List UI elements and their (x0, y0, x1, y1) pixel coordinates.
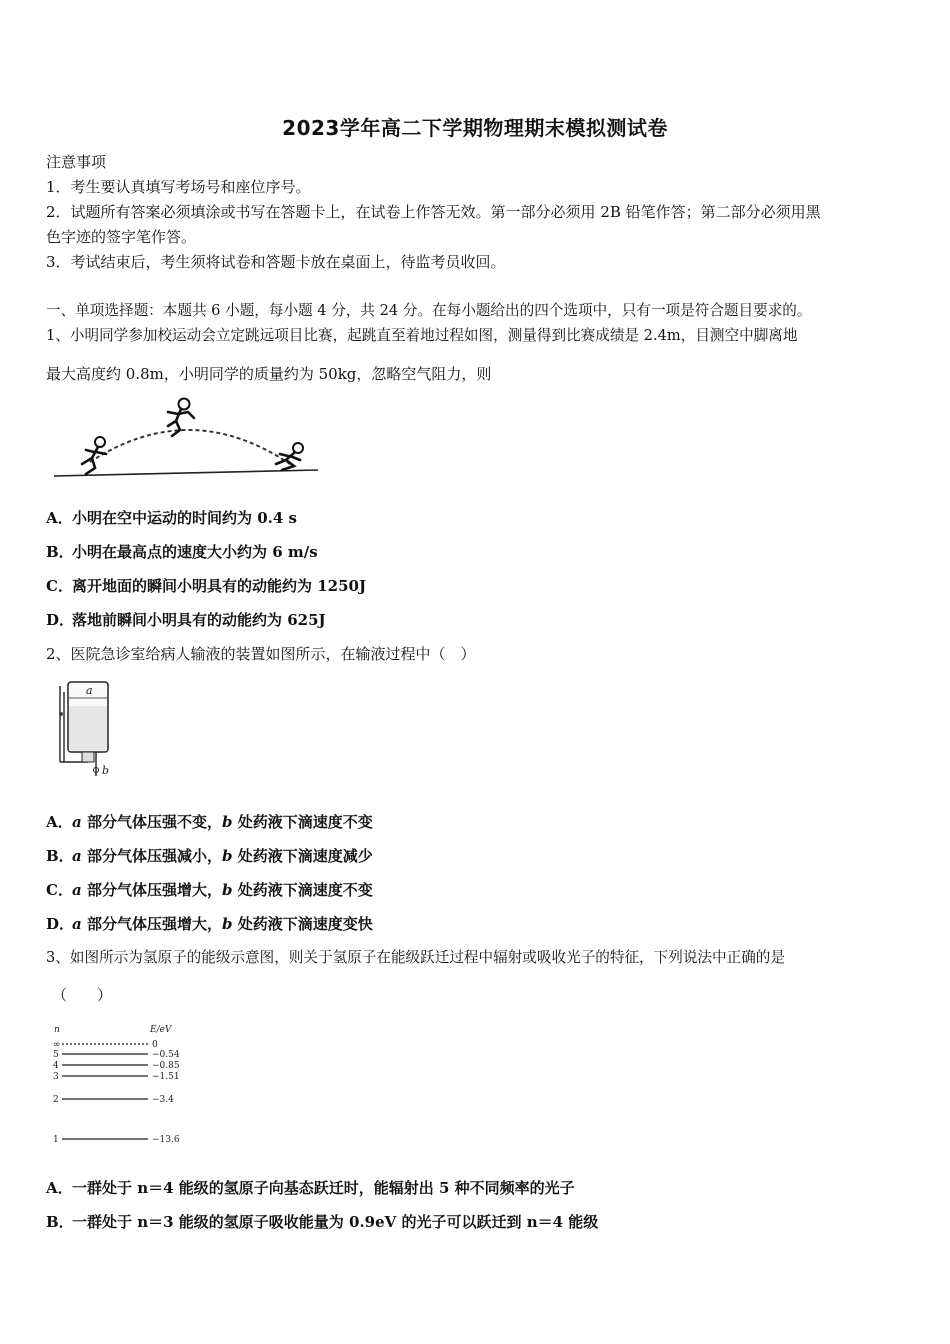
e-axis-label: E/eV (150, 1025, 172, 1035)
q1-stem-line2: 最大高度约 0.8m，小明同学的质量约为 50kg，忽略空气阻力，则 (46, 365, 492, 383)
level-n-label: 5 (53, 1050, 59, 1060)
q2-option-d[interactable] (46, 914, 373, 934)
var-b: b (221, 915, 233, 933)
q3-stem-line1: 3、如图所示为氢原子的能级示意图，则关于氢原子在能级跃迁过程中辐射或吸收光子的特征，下列说法中正确的是 (46, 949, 785, 966)
notice-item-2: 2．试题所有答案必须填涂或书写在答题卡上，在试卷上作答无效。第一部分必须用 2B 铅笔作答；第二部分必须用黑 (46, 203, 821, 221)
option-label: B． (46, 543, 74, 561)
level-n-label: ∞ (53, 1040, 61, 1050)
var-b: b (221, 813, 233, 831)
option-text: 小明在最高点的速度大小约为 6 m/s (72, 543, 318, 561)
q1-option-b[interactable] (46, 542, 318, 562)
var-a: a (72, 847, 82, 865)
level-energy-label: −13.6 (152, 1135, 180, 1145)
level-n-label: 2 (53, 1095, 59, 1105)
option-label: C． (46, 881, 73, 899)
option-text: 部分气体压强不变， (81, 813, 222, 831)
label-b: b (102, 764, 110, 777)
level-energy-label: −3.4 (152, 1095, 174, 1105)
q2-option-b[interactable] (46, 846, 373, 866)
var-a: a (72, 813, 82, 831)
q3-option-a[interactable] (46, 1178, 575, 1198)
option-text: 一群处于 n＝4 能级的氢原子向基态跃迁时，能辐射出 5 种不同频率的光子 (72, 1179, 575, 1197)
option-text: 部分气体压强增大， (81, 915, 222, 933)
option-text: 小明在空中运动的时间约为 0.4 s (72, 509, 297, 527)
q2-option-c[interactable] (46, 880, 373, 900)
section-heading: 一、单项选择题：本题共 6 小题，每小题 4 分，共 24 分。在每小题给出的四个选项中，只有一项是符合题目要求的。 (46, 302, 812, 319)
page-title: 2023学年高二下学期物理期末模拟测试卷 (282, 116, 668, 140)
var-a: a (72, 915, 82, 933)
option-text: 落地前瞬间小明具有的动能约为 625J (72, 611, 326, 629)
option-text: 部分气体压强增大， (81, 881, 222, 899)
q1-stem-line1: 1、小明同学参加校运动会立定跳远项目比赛，起跳直至着地过程如图，测量得到比赛成绩是 2.4m，目测空中脚离地 (46, 327, 798, 344)
infusion-bottle-figure (52, 676, 118, 780)
option-label: B． (46, 847, 74, 865)
q2-stem: 2、医院急诊室给病人输液的装置如图所示，在输液过程中（ ） (46, 645, 476, 663)
q1-option-d[interactable] (46, 610, 326, 630)
level-n-label: 3 (53, 1072, 59, 1082)
option-label: D． (46, 915, 75, 933)
option-label: A． (46, 813, 73, 831)
label-a: a (86, 684, 93, 697)
long-jump-figure (50, 392, 320, 484)
notice-item-2-cont: 色字迹的签字笔作答。 (46, 228, 197, 246)
option-text: 处药液下滴速度变快 (232, 915, 373, 933)
level-energy-label: 0 (152, 1040, 158, 1050)
notice-item-1: 1．考生要认真填写考场号和座位序号。 (46, 178, 311, 196)
n-axis-label: n (54, 1025, 60, 1035)
option-label: B． (46, 1213, 74, 1231)
q1-option-a[interactable] (46, 508, 297, 528)
level-energy-label: −0.85 (152, 1061, 180, 1071)
level-energy-label: −0.54 (152, 1050, 180, 1060)
q2-option-a[interactable] (46, 812, 373, 832)
var-b: b (221, 847, 233, 865)
option-text: 一群处于 n＝3 能级的氢原子吸收能量为 0.9eV 的光子可以跃迁到 n＝4 能级 (72, 1213, 599, 1231)
option-label: D． (46, 611, 75, 629)
option-label: C． (46, 577, 73, 595)
level-energy-label: −1.51 (152, 1072, 180, 1082)
var-a: a (72, 881, 82, 899)
notice-item-3: 3．考试结束后，考生须将试卷和答题卡放在桌面上，待监考员收回。 (46, 253, 506, 271)
q1-option-c[interactable] (46, 576, 366, 596)
option-text: 处药液下滴速度不变 (232, 813, 373, 831)
level-n-label: 4 (53, 1061, 59, 1071)
q3-option-b[interactable] (46, 1212, 598, 1232)
level-n-label: 1 (53, 1135, 59, 1145)
option-text: 处药液下滴速度不变 (232, 881, 373, 899)
q3-stem-line2: （ ） (52, 986, 113, 1004)
energy-level-diagram (52, 1022, 202, 1152)
option-text: 部分气体压强减小， (81, 847, 222, 865)
var-b: b (221, 881, 233, 899)
option-label: A． (46, 1179, 73, 1197)
option-label: A． (46, 509, 73, 527)
option-text: 离开地面的瞬间小明具有的动能约为 1250J (72, 577, 367, 595)
option-text: 处药液下滴速度减少 (232, 847, 373, 865)
notice-heading: 注意事项 (46, 153, 107, 171)
